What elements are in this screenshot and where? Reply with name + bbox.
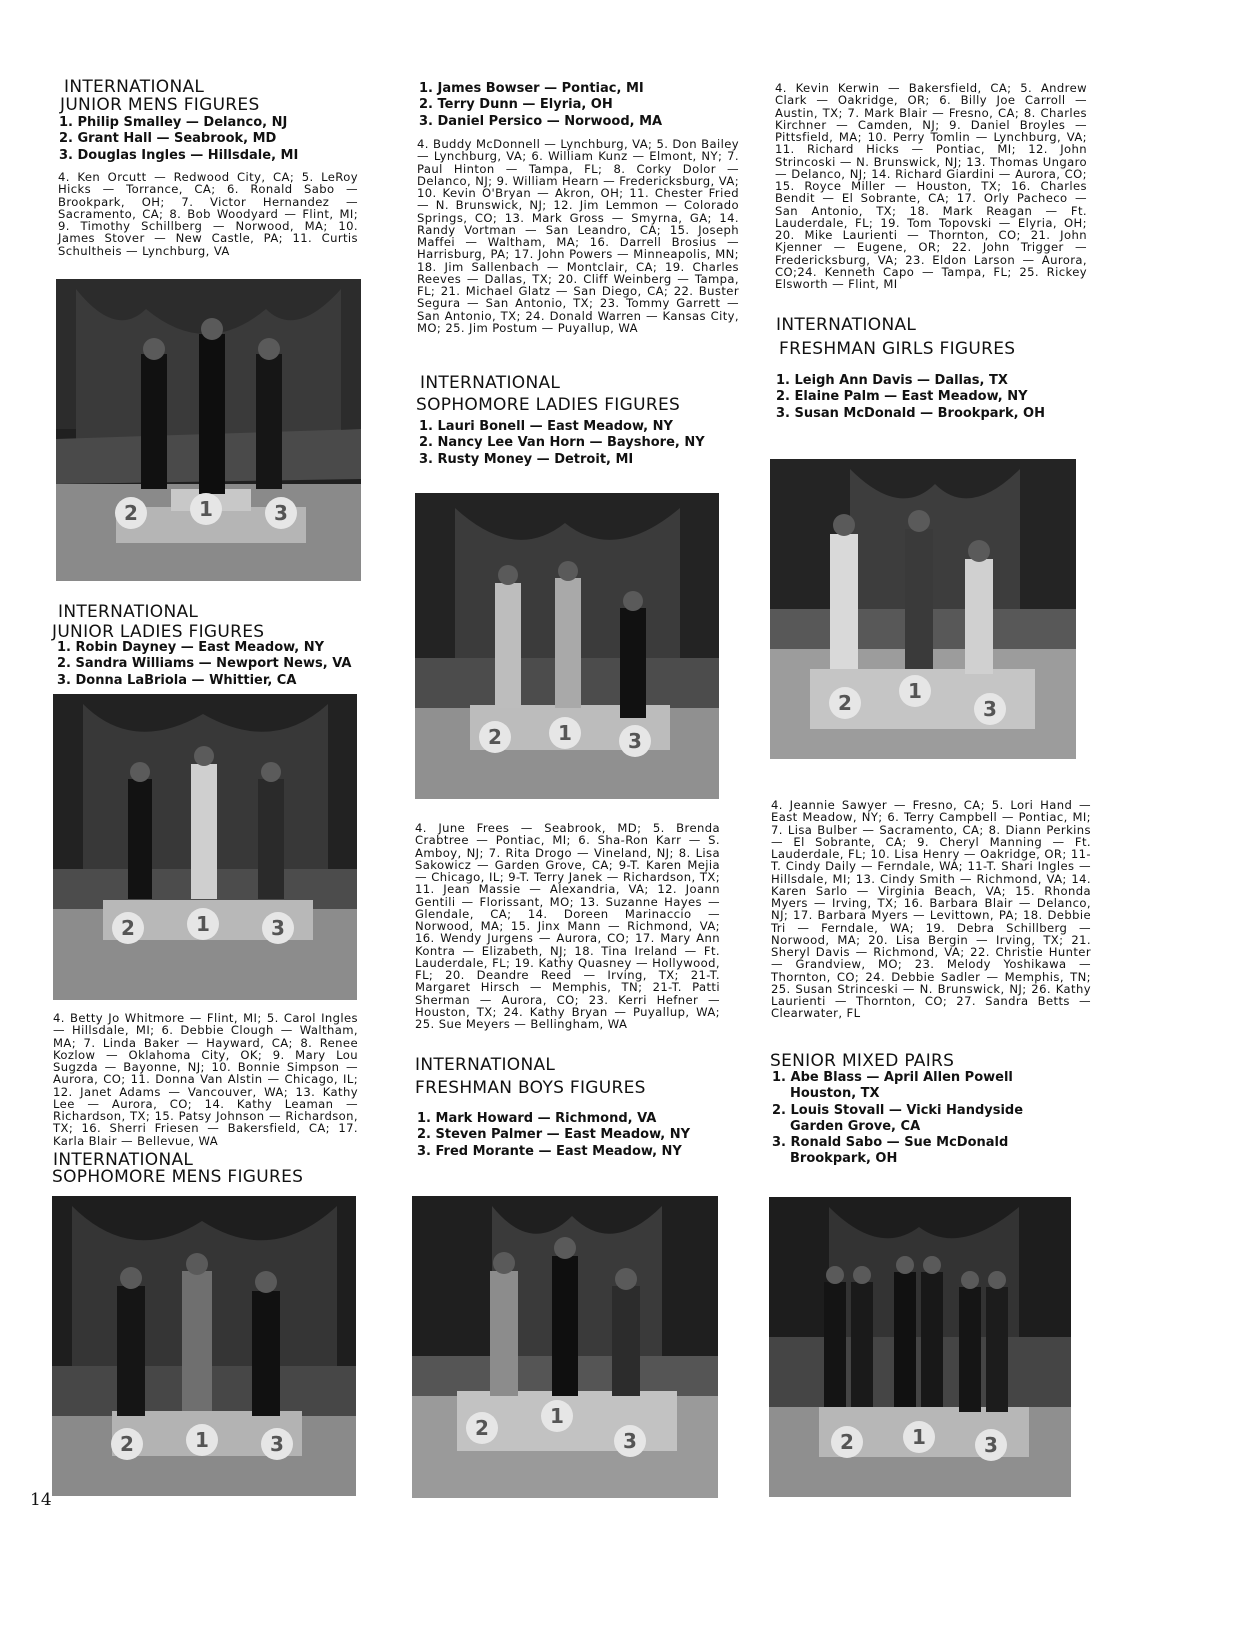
senior-pairs-heading: SENIOR MIXED PAIRS <box>770 1051 955 1071</box>
winner-2: 2. Nancy Lee Van Horn — Bayshore, NY <box>419 435 705 451</box>
soph-mens-winners <box>419 81 662 130</box>
podium-number-1: 1 <box>550 1404 564 1428</box>
podium-number-2: 2 <box>120 1432 134 1456</box>
podium-photo-graphic <box>770 459 1076 759</box>
jr-mens-podium-photo <box>56 279 361 581</box>
soph-ladies-heading-2: SOPHOMORE LADIES FIGURES <box>416 395 681 415</box>
podium-number-3: 3 <box>984 1433 998 1457</box>
winner-3: 3. Fred Morante — East Meadow, NY <box>417 1143 682 1159</box>
podium-number-3: 3 <box>270 1432 284 1456</box>
podium-number-1: 1 <box>908 679 922 703</box>
pair-1-names: 1. Abe Blass — April Allen Powell <box>772 1070 1013 1085</box>
fresh-boys-podium-photo <box>412 1196 718 1498</box>
podium-number-3: 3 <box>274 501 288 525</box>
soph-mens-heading-2: SOPHOMORE MENS FIGURES <box>52 1167 304 1187</box>
winner-1: 1. James Bowser — Pontiac, MI <box>419 81 644 96</box>
jr-mens-winners <box>59 115 298 164</box>
jr-ladies-heading-2: JUNIOR LADIES FIGURES <box>52 622 265 642</box>
fresh-boys-others: 4. Kevin Kerwin — Bakersfield, CA; 5. Andrew Clark — Oakridge, OR; 6. Billy Joe Carroll — Austin, TX; 7. Mark Blair — Fresno, CA; 8. Charles Kirchner — Camden, NJ; 9. Daniel Broyles — Pittsfield, MA; 10. Perry Tomlin — Lynchburg, VA; 11. Richard Hicks — Pontiac, MI; 12. John Strincoski — N. Brunswick, NJ; 13. Thomas Ungaro — Delanco, NJ; 14. Richard Giardini — Aurora, CO; 15. Royce Miller — Houston, TX; 16. Charles Bendit — El Sobrante, CA; 17. Orly Pacheco — San Antonio, TX; 18. Mark Reagan — Ft. Lauderdale, FL; 19. Tom Topovski — Elyria, OH; 20. Mike Laurienti — Thornton, CO; 21. John Kjenner — Eugene, OR; 22. John Trigger — Fredericksburg, VA; 23. Eldon Larson — Aurora, CO;24. Kenneth Capo — Tampa, FL; 25. Rickey Elsworth — Flint, MI <box>775 81 1087 291</box>
pair-1-city: Houston, TX <box>790 1086 880 1102</box>
jr-mens-heading-1: INTERNATIONAL <box>64 77 205 97</box>
senior-pairs-winners <box>772 1070 1023 1168</box>
podium-number-2: 2 <box>124 501 138 525</box>
fresh-boys-heading-2: FRESHMAN BOYS FIGURES <box>415 1078 646 1098</box>
winner-3: 3. Douglas Ingles — Hillsdale, MI <box>59 147 299 163</box>
soph-mens-heading-1: INTERNATIONAL <box>53 1150 194 1170</box>
podium-number-3: 3 <box>983 697 997 721</box>
podium-photo-graphic <box>53 694 357 1000</box>
podium-number-3: 3 <box>628 729 642 753</box>
podium-photo-graphic <box>412 1196 718 1498</box>
podium-number-1: 1 <box>912 1425 926 1449</box>
podium-number-1: 1 <box>195 1428 209 1452</box>
senior-pairs-podium-photo <box>769 1197 1071 1497</box>
fresh-girls-podium-photo <box>770 459 1076 759</box>
pair-2-city: Garden Grove, CA <box>790 1118 921 1134</box>
winner-1: 1. Leigh Ann Davis — Dallas, TX <box>776 373 1008 388</box>
fresh-boys-winners <box>417 1111 690 1160</box>
winner-3: 3. Susan McDonald — Brookpark, OH <box>776 405 1045 421</box>
winner-1: 1. Robin Dayney — East Meadow, NY <box>57 640 325 655</box>
podium-number-3: 3 <box>623 1429 637 1453</box>
fresh-boys-heading-1: INTERNATIONAL <box>415 1055 556 1075</box>
fresh-girls-winners <box>776 373 1045 422</box>
winner-2: 2. Sandra Williams — Newport News, VA <box>57 656 352 672</box>
winner-1: 1. Lauri Bonell — East Meadow, NY <box>419 419 673 434</box>
winner-2: 2. Elaine Palm — East Meadow, NY <box>776 389 1028 405</box>
jr-ladies-winners <box>57 640 351 689</box>
jr-ladies-podium-photo <box>53 694 357 1000</box>
winner-3: 3. Daniel Persico — Norwood, MA <box>419 113 663 129</box>
jr-ladies-others: 4. Betty Jo Whitmore — Flint, MI; 5. Carol Ingles — Hillsdale, MI; 6. Debbie Clough — Waltham, MA; 7. Linda Baker — Hayward, CA; 8. Renee Kozlow — Oklahoma City, OK; 9. Mary Lou Sugzda — Bayonne, NJ; 10. Bonnie Simpson — Aurora, CO; 11. Donna Van Alstin — Chicago, IL; 12. Janet Adams — Vancouver, WA; 13. Kathy Lee — Aurora, CO; 14. Kathy Leaman — Richardson, TX; 15. Patsy Johnson — Richardson, TX; 16. Sherri Friesen — Bakersfield, CA; 17. Karla Blair — Bellevue, WA <box>53 1011 358 1148</box>
winner-2: 2. Steven Palmer — East Meadow, NY <box>417 1127 691 1143</box>
jr-ladies-heading-1: INTERNATIONAL <box>58 602 199 622</box>
podium-photo-graphic <box>769 1197 1071 1497</box>
soph-mens-others: 4. Buddy McDonnell — Lynchburg, VA; 5. Don Bailey — Lynchburg, VA; 6. William Kunz — Elmont, NY; 7. Paul Hinton — Tampa, FL; 8. Corky Dolor — Delanco, NJ; 9. William Hearn — Fredericksburg, VA; 10. Kevin O'Bryan — Akron, OH; 11. Chester Fried — N. Brunswick, NJ; 12. Jim Lemmon — Colorado Springs, CO; 13. Mark Gross — Smyrna, GA; 14. Randy Vortman — San Leandro, CA; 15. Joseph Maffei — Waltham, MA; 16. Darrell Brosius — Harrisburg, PA; 17. John Powers — Minneapolis, MN; 18. Jim Sallenbach — Montclair, CA; 19. Charles Reeves — Dallas, TX; 20. Cliff Weinberg — Tampa, FL; 21. Michael Glatz — San Diego, CA; 22. Buster Segura — San Antonio, TX; 23. Tommy Garrett — San Antonio, TX; 24. Donald Warren — Kansas City, MO; 25. Jim Postum — Puyallup, WA <box>417 137 739 335</box>
podium-number-2: 2 <box>840 1430 854 1454</box>
winner-3: 3. Rusty Money — Detroit, MI <box>419 451 634 467</box>
winner-2: 2. Grant Hall — Seabrook, MD <box>59 131 277 147</box>
soph-ladies-winners <box>419 419 705 468</box>
podium-number-2: 2 <box>838 691 852 715</box>
fresh-girls-heading-1: INTERNATIONAL <box>776 315 917 335</box>
soph-ladies-heading-1: INTERNATIONAL <box>420 373 561 393</box>
podium-number-2: 2 <box>121 916 135 940</box>
page-number: 14 <box>30 1490 52 1510</box>
jr-mens-heading-2: JUNIOR MENS FIGURES <box>60 95 260 115</box>
soph-ladies-podium-photo <box>415 493 719 799</box>
pair-3-city: Brookpark, OH <box>790 1151 898 1167</box>
podium-photo-graphic <box>56 279 361 581</box>
podium-number-2: 2 <box>475 1416 489 1440</box>
soph-mens-podium-photo <box>52 1196 356 1496</box>
pair-3-names: 3. Ronald Sabo — Sue McDonald <box>772 1135 1009 1151</box>
soph-ladies-others: 4. June Frees — Seabrook, MD; 5. Brenda Crabtree — Pontiac, MI; 6. Sha-Ron Karr — S. Amboy, NJ; 7. Rita Drogo — Vineland, NJ; 8. Lisa Sakowicz — Garden Grove, CA; 9-T. Karen Mejia — Chicago, IL; 9-T. Terry Janek — Richardson, TX; 11. Jean Massie — Alexandria, VA; 12. Joann Gentili — Florissant, MO; 13. Suzanne Hayes — Glendale, CA; 14. Doreen Marinaccio — Norwood, MA; 15. Jinx Mann — Richmond, VA; 16. Wendy Jurgens — Aurora, CO; 17. Mary Ann Kontra — Elizabeth, NJ; 18. Tina Ireland — Ft. Lauderdale, FL; 19. Kathy Quasney — Hollywood, FL; 20. Deandre Reed — Irving, TX; 21-T. Margaret Hirsch — Memphis, TN; 21-T. Patti Sherman — Aurora, CO; 23. Kerri Hefner — Houston, TX; 24. Kathy Bryan — Puyallup, WA; 25. Sue Meyers — Bellingham, WA <box>415 821 720 1031</box>
podium-photo-graphic <box>415 493 719 799</box>
podium-number-2: 2 <box>488 725 502 749</box>
podium-number-3: 3 <box>271 916 285 940</box>
winner-1: 1. Mark Howard — Richmond, VA <box>417 1111 657 1126</box>
podium-number-1: 1 <box>196 912 210 936</box>
podium-number-1: 1 <box>199 497 213 521</box>
pair-2-names: 2. Louis Stovall — Vicki Handyside <box>772 1102 1024 1118</box>
winner-3: 3. Donna LaBriola — Whittier, CA <box>57 672 297 688</box>
jr-mens-others: 4. Ken Orcutt — Redwood City, CA; 5. LeRoy Hicks — Torrance, CA; 6. Ronald Sabo — Brookpark, OH; 7. Victor Hernandez — Sacramento, CA; 8. Bob Woodyard — Flint, MI; 9. Timothy Schillberg — Norwood, MA; 10. James Stover — New Castle, PA; 11. Curtis Schultheis — Lynchburg, VA <box>58 170 358 258</box>
fresh-girls-heading-2: FRESHMAN GIRLS FIGURES <box>779 339 1016 359</box>
winner-1: 1. Philip Smalley — Delanco, NJ <box>59 115 288 130</box>
winner-2: 2. Terry Dunn — Elyria, OH <box>419 97 613 113</box>
podium-photo-graphic <box>52 1196 356 1496</box>
podium-number-1: 1 <box>558 721 572 745</box>
fresh-girls-others: 4. Jeannie Sawyer — Fresno, CA; 5. Lori Hand — East Meadow, NY; 6. Terry Campbell — Pontiac, MI; 7. Lisa Bulber — Sacramento, CA; 8. Diann Perkins — El Sobrante, CA; 9. Cheryl Manning — Ft. Lauderdale, FL; 10. Lisa Henry — Oakridge, OR; 11-T. Cindy Daily — Ferndale, WA; 11-T. Shari Ingles — Hillsdale, MI; 13. Cindy Smith — Richmond, VA; 14. Karen Sarlo — Virginia Beach, VA; 15. Rhonda Myers — Irving, TX; 16. Barbara Blair — Delanco, NJ; 17. Barbara Myers — Levittown, PA; 18. Debbie Tri — Ferndale, WA; 19. Debra Schillberg — Norwood, MA; 20. Lisa Bergin — Irving, TX; 21. Sheryl Davis — Richmond, VA; 22. Christie Hunter — Grandview, MO; 23. Melody Yoshikawa — Thornton, CO; 24. Debbie Sadler — Memphis, TN; 25. Susan Strinceski — N. Brunswick, NJ; 26. Kathy Laurienti — Thornton, CO; 27. Sandra Betts — Clearwater, FL <box>771 798 1091 1021</box>
